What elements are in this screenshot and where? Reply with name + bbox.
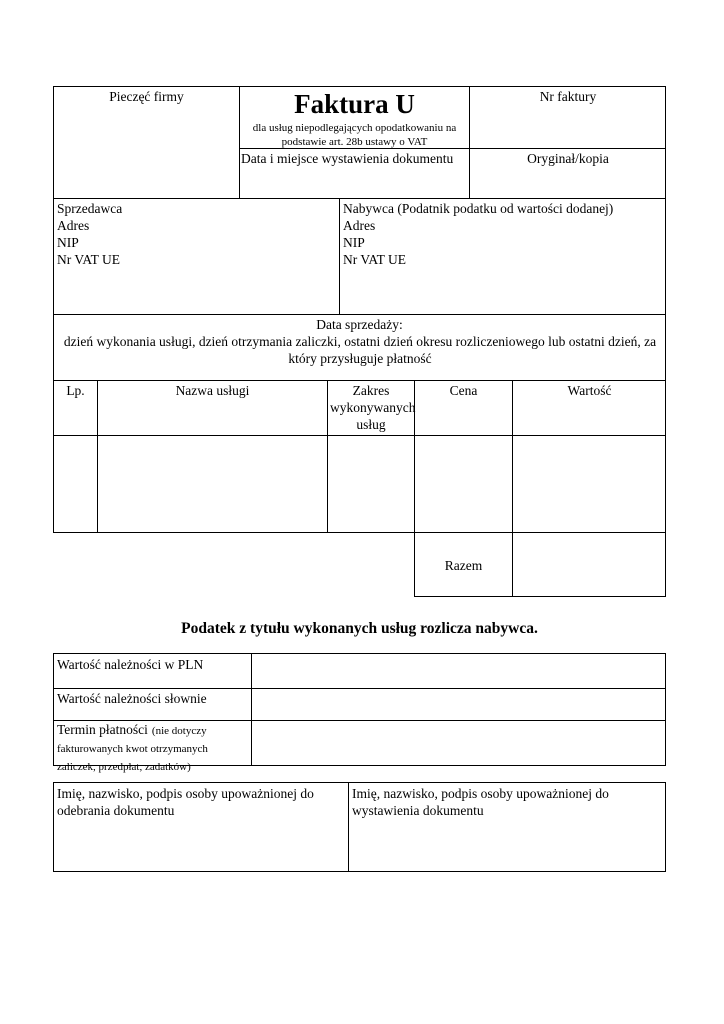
invoice-subtitle: dla usług niepodlegających opodatkowaniu na podstawie art. 28b ustawy o VAT (252, 122, 457, 148)
total-label: Razem (444, 558, 483, 573)
sale-date-label: Data sprzedaży: (316, 317, 403, 332)
payment-due-cell (57, 721, 247, 775)
col-divider (512, 532, 513, 597)
col-header-scope: Zakres wykonywanych usług (330, 383, 416, 432)
divider (339, 198, 340, 315)
payment-due-label: Termin płatności (57, 722, 148, 737)
buyer-label: Nabywca (Podatnik podatku od wartości dodanej) (343, 201, 614, 216)
seller-label: Sprzedawca (57, 201, 123, 216)
invoice-title: Faktura U (294, 89, 415, 119)
buyer-vat-ue: Nr VAT UE (343, 252, 407, 267)
amount-pln-label: Wartość należności w PLN (57, 657, 204, 672)
invoice-number-label: Nr faktury (539, 89, 597, 104)
seller-nip: NIP (57, 235, 79, 250)
company-stamp-label: Pieczęć firmy (109, 89, 184, 104)
col-header-lp: Lp. (66, 383, 85, 398)
col-divider (512, 380, 513, 533)
seller-vat-ue: Nr VAT UE (57, 252, 121, 267)
col-divider (251, 653, 252, 766)
table-header-divider (53, 435, 666, 436)
issuer-signature-label: Imię, nazwisko, podpis osoby upoważnionej do wystawienia dokumentu (352, 786, 609, 818)
issue-date-place-label: Data i miejsce wystawienia dokumentu (241, 151, 454, 166)
col-header-service-name: Nazwa usługi (175, 383, 250, 398)
seller-address: Adres (57, 218, 90, 233)
col-header-price: Cena (449, 383, 478, 398)
col-divider (97, 380, 98, 533)
buyer-nip: NIP (343, 235, 365, 250)
col-divider (327, 380, 328, 533)
col-divider (348, 782, 349, 872)
sale-date-description: dzień wykonania usługi, dzień otrzymania zaliczki, ostatni dzień okresu rozliczeniowego lub ostatni dzień, za który przysługuje płatność (63, 334, 657, 366)
amount-words-label: Wartość należności słownie (57, 691, 207, 706)
row-divider (53, 688, 666, 689)
original-copy-label: Oryginał/kopia (527, 151, 609, 166)
buyer-address: Adres (343, 218, 376, 233)
payment-due-note: (nie dotyczy fakturowanych kwot otrzymanych zaliczek, przedpłat, zadatków) (57, 725, 208, 773)
col-header-value: Wartość (567, 383, 612, 398)
receiver-signature-label: Imię, nazwisko, podpis osoby upoważnionej do odebrania dokumentu (57, 786, 314, 818)
tax-note: Podatek z tytułu wykonanych usług rozlicza nabywca. (181, 620, 538, 637)
